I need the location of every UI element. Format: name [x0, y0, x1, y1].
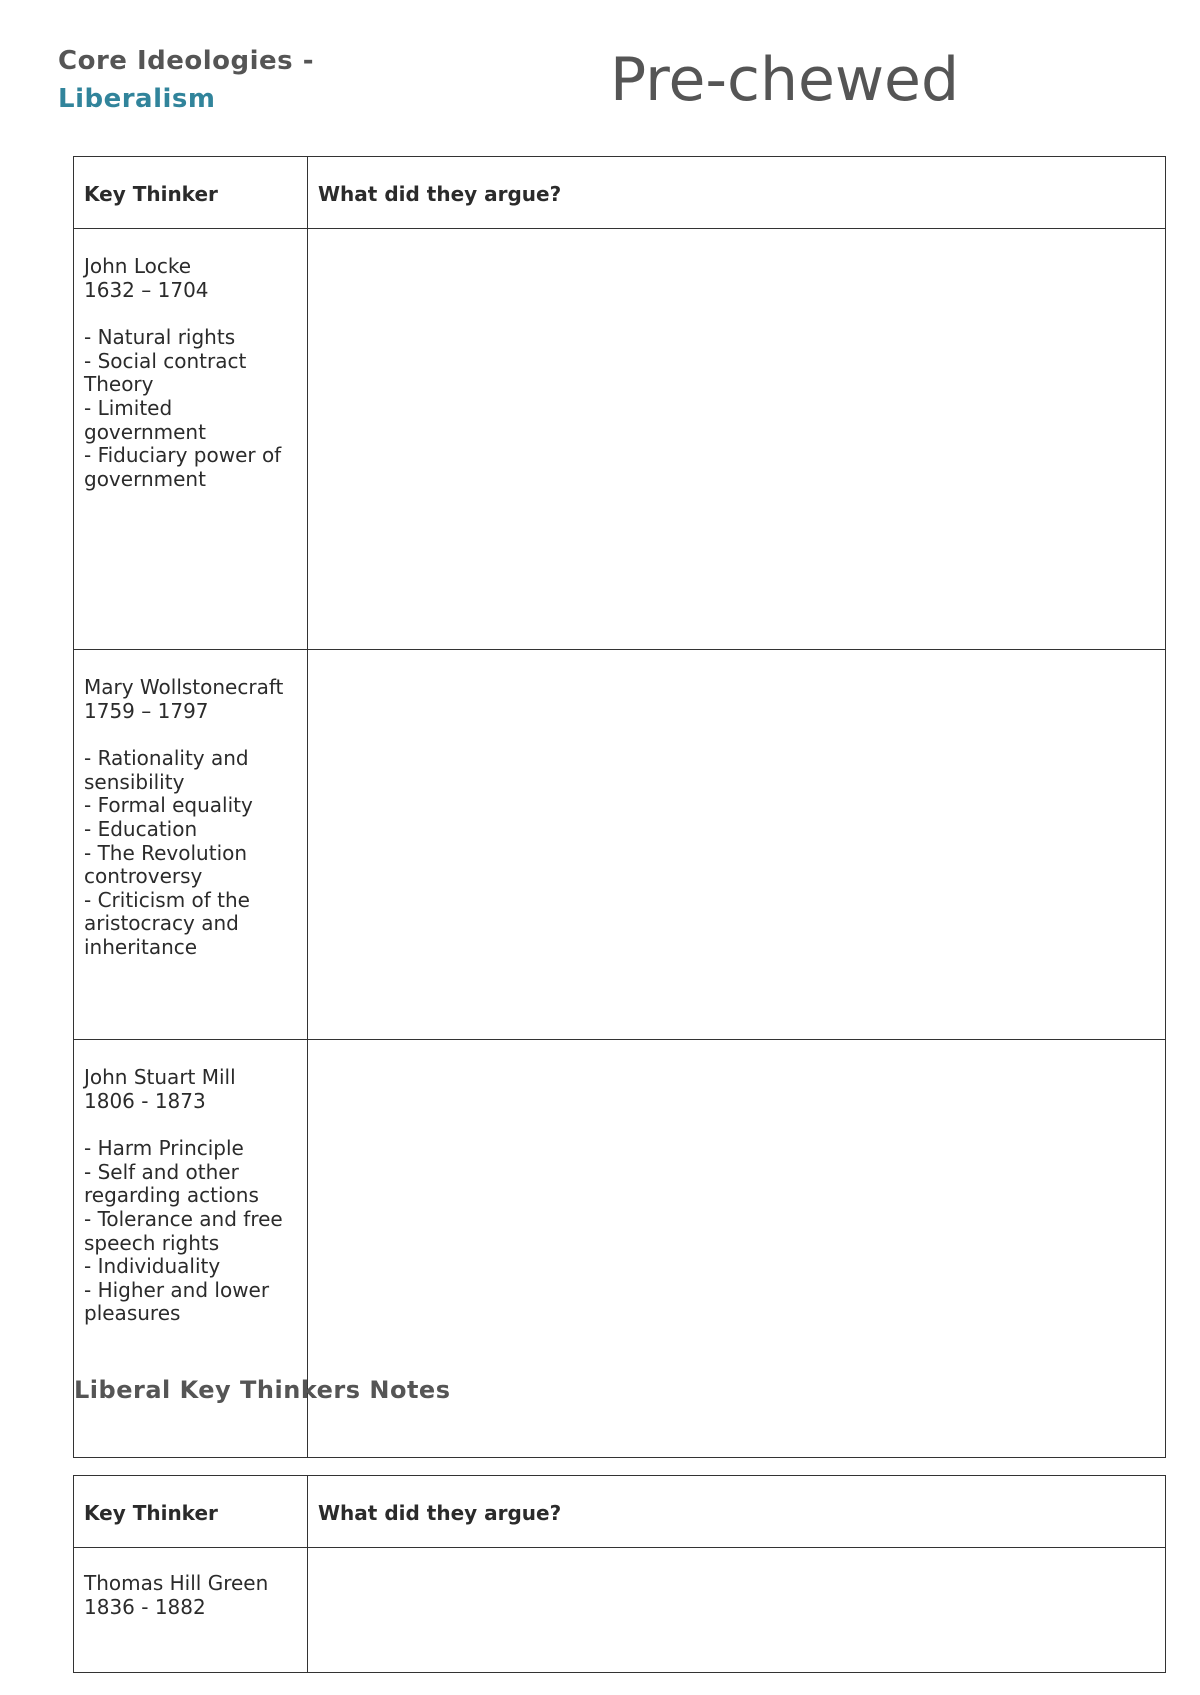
argument-answer-cell[interactable]	[308, 1548, 1166, 1673]
argument-answer-cell[interactable]	[308, 650, 1166, 1040]
table-header-row	[74, 1476, 1166, 1548]
pre-chewed-label: Pre-chewed	[610, 45, 960, 115]
table-row-wollstonecraft	[74, 650, 1166, 1040]
thinker-years: 1632 – 1704	[84, 277, 209, 302]
key-point: - Social contract Theory	[84, 348, 247, 397]
key-point: - Criticism of the aristocracy and inheritance	[84, 887, 250, 959]
key-point: - Fiduciary power of government	[84, 443, 282, 491]
key-point: - Tolerance and free speech rights	[84, 1206, 283, 1255]
document-title	[58, 42, 314, 118]
key-points-list	[84, 1137, 297, 1326]
table-row-locke	[74, 229, 1166, 650]
title-line-2-liberalism: Liberalism	[58, 84, 216, 114]
key-point: - Individuality	[84, 1254, 221, 1279]
title-line-1: Core Ideologies -	[58, 46, 314, 76]
section-title: Liberal Key Thinkers Notes	[74, 1376, 451, 1404]
thinker-years: 1759 – 1797	[84, 698, 209, 723]
key-point: - Harm Principle	[84, 1136, 244, 1161]
argument-header: What did they argue?	[308, 1476, 1166, 1548]
thinker-cell	[74, 1548, 308, 1673]
key-point: - Higher and lower pleasures	[84, 1277, 270, 1326]
thinker-cell	[74, 650, 308, 1040]
argument-header: What did they argue?	[308, 157, 1166, 229]
thinker-years: 1836 - 1882	[84, 1594, 206, 1619]
key-thinkers-table-2	[73, 1475, 1166, 1673]
key-thinker-header: Key Thinker	[74, 157, 308, 229]
key-points-list	[84, 326, 297, 491]
thinker-years: 1806 - 1873	[84, 1088, 206, 1113]
table-row-green	[74, 1548, 1166, 1673]
argument-answer-cell[interactable]	[308, 229, 1166, 650]
key-point: - Limited government	[84, 395, 206, 444]
key-points-list	[84, 747, 297, 959]
key-point: - Formal equality	[84, 793, 253, 818]
key-point: - Rationality and sensibility	[84, 746, 249, 794]
thinker-cell	[74, 229, 308, 650]
thinker-name: Thomas Hill Green	[84, 1571, 269, 1595]
key-point: - Natural rights	[84, 325, 236, 350]
thinker-name: John Locke	[84, 254, 192, 278]
key-point: - The Revolution controversy	[84, 840, 248, 889]
thinker-name: John Stuart Mill	[84, 1065, 236, 1089]
key-thinker-header: Key Thinker	[74, 1476, 308, 1548]
key-point: - Self and other regarding actions	[84, 1159, 259, 1208]
thinker-name: Mary Wollstonecraft	[84, 675, 284, 699]
key-point: - Education	[84, 816, 198, 841]
key-thinkers-table	[73, 156, 1166, 1458]
table-header-row	[74, 157, 1166, 229]
